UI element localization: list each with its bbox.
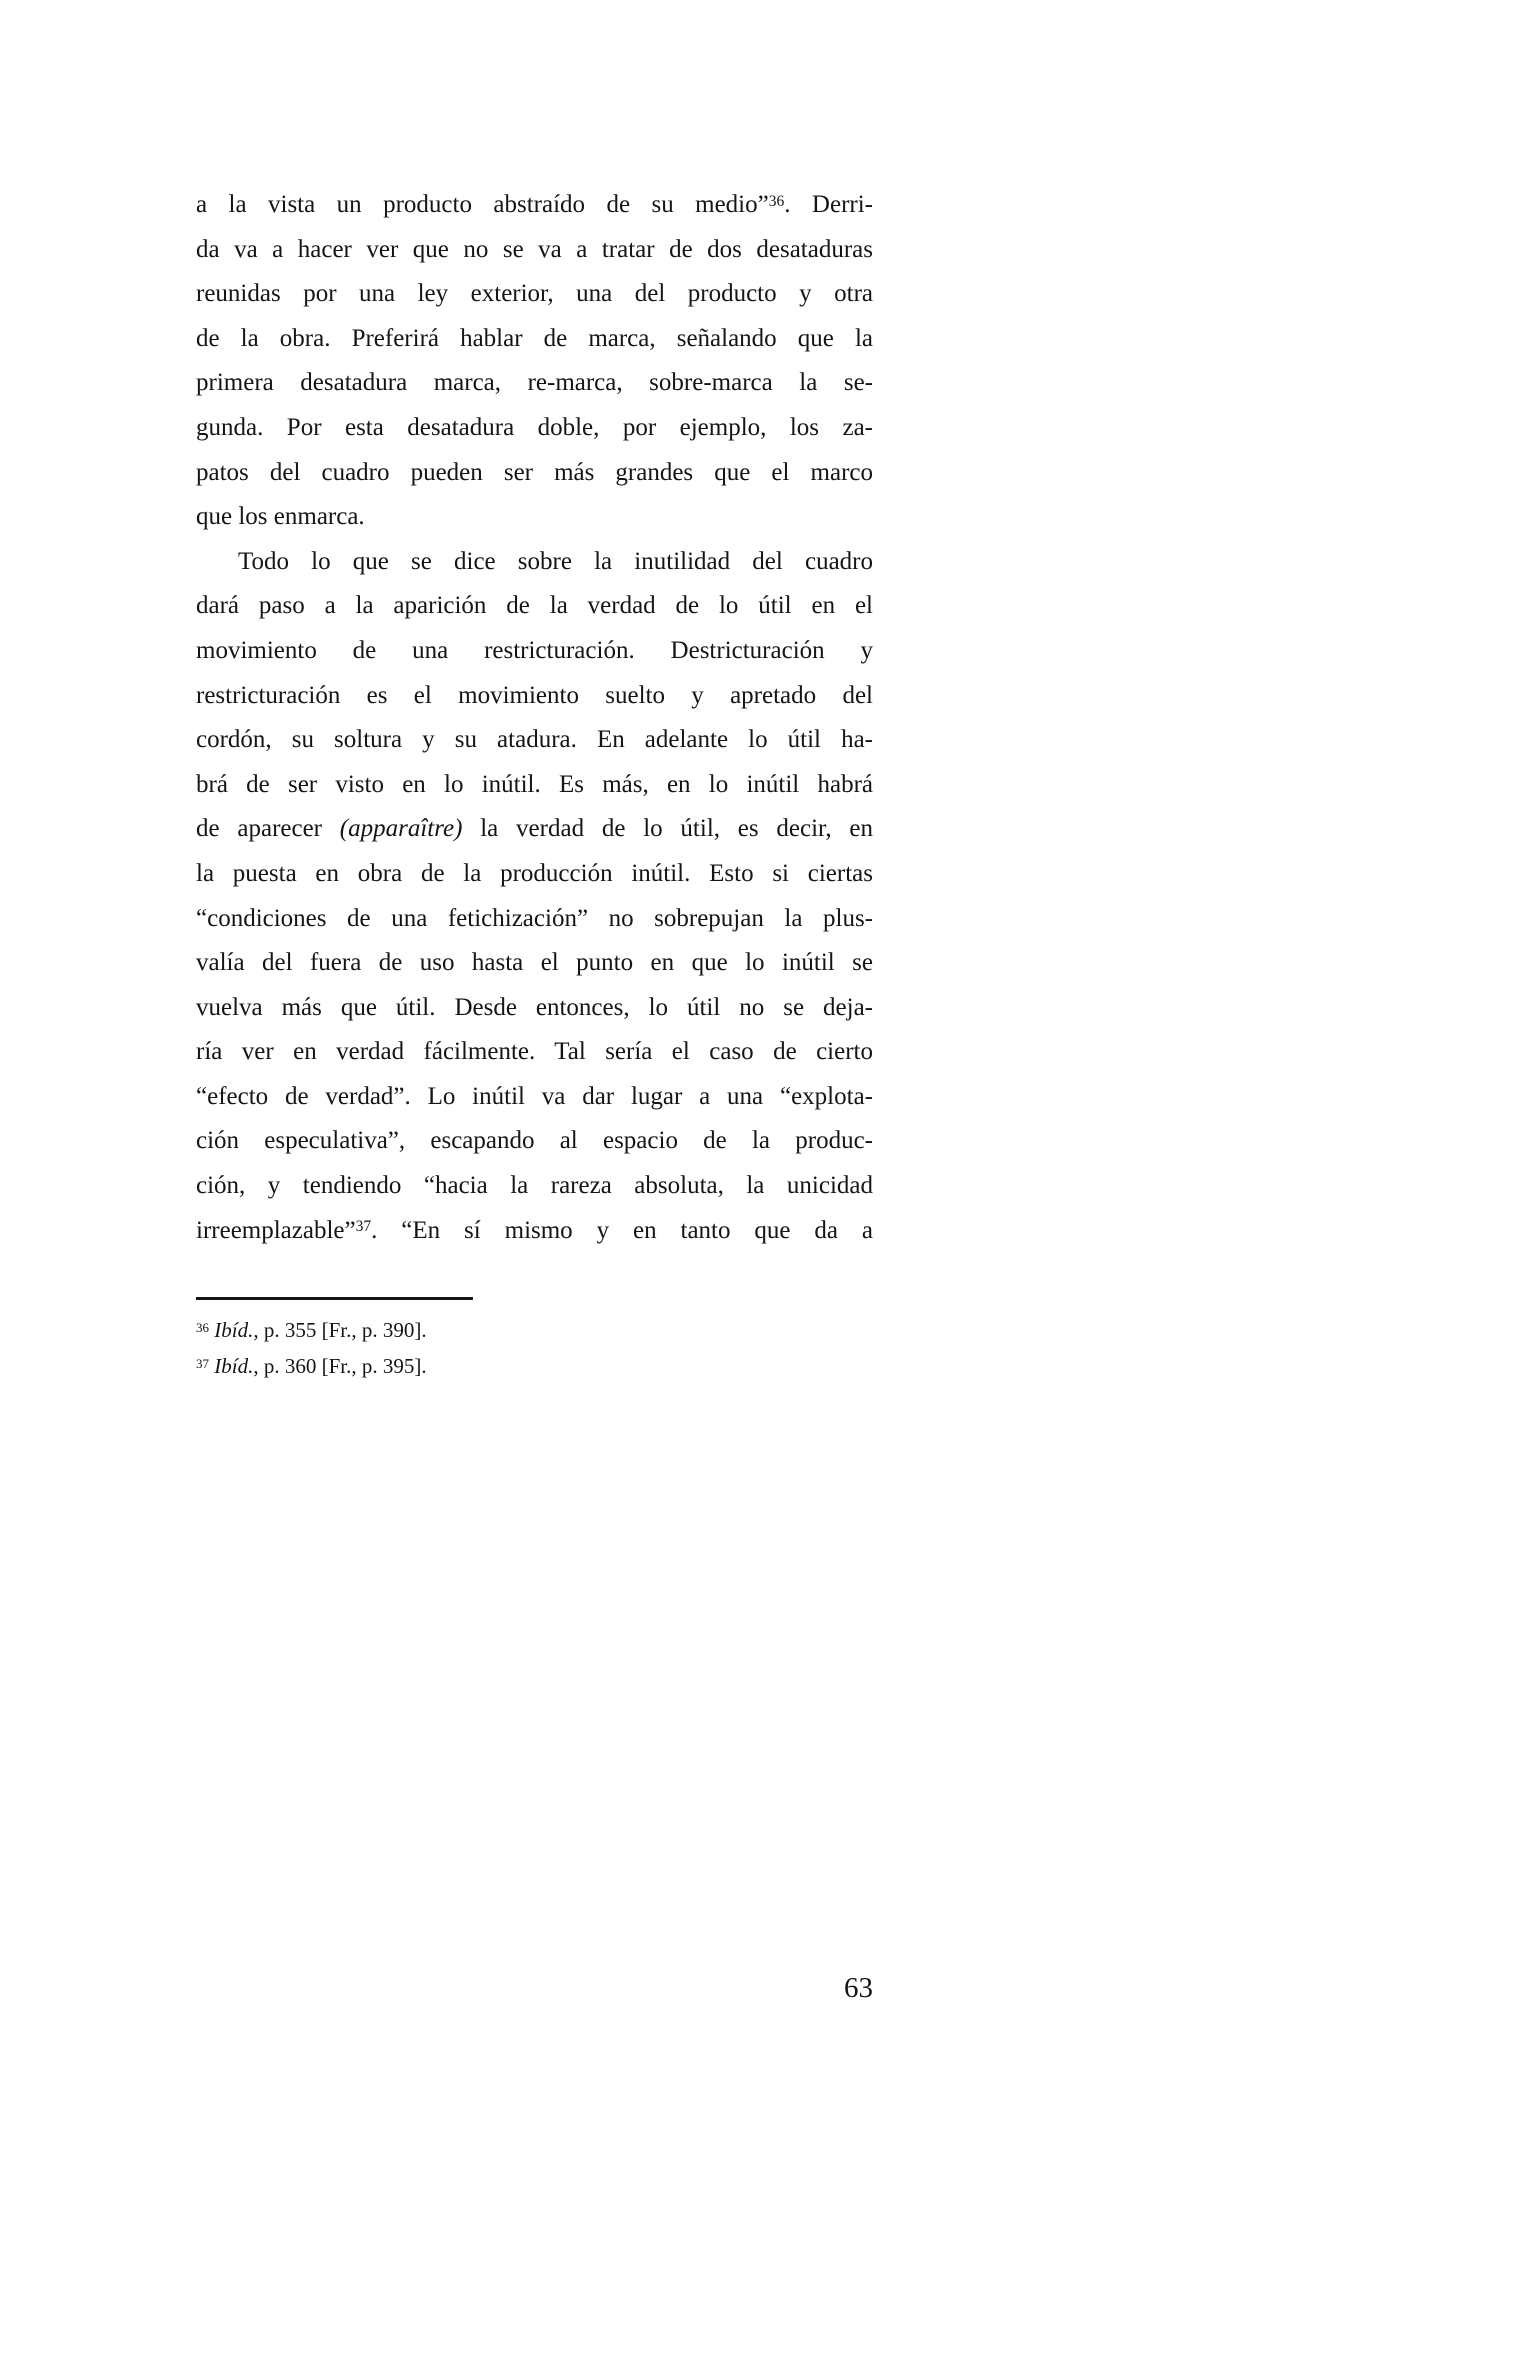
footnote-reference: 36 — [196, 1319, 210, 1335]
text-segment: de la obra. Preferirá hablar de marca, señalando que la — [196, 324, 873, 352]
text-segment: la verdad de lo útil, es decir, en — [462, 815, 873, 843]
text-line — [196, 361, 873, 406]
text-segment: cordón, su soltura y su atadura. En adelante lo útil ha- — [196, 726, 873, 754]
text-line — [196, 406, 873, 451]
text-segment: de aparecer — [196, 815, 340, 843]
text-line — [196, 1164, 873, 1209]
text-segment: valía del fuera de uso hasta el punto en que lo inútil se — [196, 949, 873, 977]
paragraph — [196, 540, 873, 1254]
text-line — [196, 228, 873, 273]
footnote-reference: 36 — [768, 192, 785, 210]
text-segment: Ibíd. — [214, 1354, 254, 1378]
text-line — [196, 183, 873, 228]
text-segment: reunidas por una ley exterior, una del producto y otra — [196, 280, 873, 308]
text-segment: la puesta en obra de la producción inútil. Esto si ciertas — [196, 859, 873, 887]
text-line — [196, 807, 873, 852]
footnote-reference: 37 — [196, 1355, 210, 1371]
body-text — [196, 183, 873, 1253]
text-line — [196, 852, 873, 897]
text-segment: dará paso a la aparición de la verdad de lo útil en el — [196, 592, 873, 620]
text-segment: que los enmarca. — [196, 503, 365, 531]
page-number: 63 — [844, 1972, 873, 2004]
text-line — [196, 941, 873, 986]
text-segment: movimiento de una restricturación. Destricturación y — [196, 636, 873, 664]
text-segment: Todo lo que se dice sobre la inutilidad del cuadro — [238, 547, 873, 575]
text-segment: da va a hacer ver que no se va a tratar de dos desataduras — [196, 235, 873, 263]
text-line — [196, 986, 873, 1031]
footnote-reference: 37 — [355, 1218, 372, 1236]
text-segment: ría ver en verdad fácilmente. Tal sería el caso de cierto — [196, 1038, 873, 1066]
text-line — [196, 629, 873, 674]
footnote — [196, 1312, 873, 1348]
text-segment: (apparaître) — [339, 815, 463, 843]
text-line — [196, 584, 873, 629]
text-segment: restricturación es el movimiento suelto y apretado del — [196, 681, 873, 709]
text-segment: a la vista un producto abstraído de su medio” — [196, 191, 769, 218]
text-line — [196, 763, 873, 808]
text-segment: vuelva más que útil. Desde entonces, lo útil no se deja- — [196, 993, 873, 1021]
text-segment: primera desatadura marca, re-marca, sobre-marca la se- — [196, 369, 873, 397]
text-line — [196, 897, 873, 942]
text-line — [196, 451, 873, 496]
text-segment: “condiciones de una fetichización” no sobrepujan la plus- — [196, 904, 873, 932]
text-segment: . Derri- — [784, 191, 873, 218]
paragraph — [196, 183, 873, 540]
text-segment: , p. 355 [Fr., p. 390]. — [253, 1318, 427, 1342]
text-line — [196, 317, 873, 362]
text-segment: gunda. Por esta desatadura doble, por ejemplo, los za- — [196, 413, 873, 441]
text-line — [196, 1030, 873, 1075]
text-line — [196, 1209, 873, 1254]
text-line — [196, 495, 873, 540]
text-segment: irreemplazable” — [196, 1216, 356, 1244]
text-segment: . “En sí mismo y en tanto que da a — [371, 1216, 873, 1244]
text-line — [196, 718, 873, 763]
text-segment: patos del cuadro pueden ser más grandes que el marco — [196, 458, 873, 486]
text-line — [196, 540, 873, 585]
footnotes — [196, 1312, 873, 1384]
footnote — [196, 1348, 873, 1384]
text-line — [196, 272, 873, 317]
footnote-separator — [196, 1297, 473, 1300]
text-segment: ción especulativa”, escapando al espacio de la produc- — [196, 1127, 873, 1155]
text-segment: “efecto de verdad”. Lo inútil va dar lugar a una “explota- — [196, 1082, 873, 1110]
text-line — [196, 1119, 873, 1164]
text-line — [196, 1075, 873, 1120]
text-segment: brá de ser visto en lo inútil. Es más, en lo inútil habrá — [196, 770, 873, 798]
text-segment: ción, y tendiendo “hacia la rareza absoluta, la unicidad — [196, 1172, 873, 1200]
text-line — [196, 674, 873, 719]
text-segment: Ibíd. — [214, 1318, 254, 1342]
text-segment: , p. 360 [Fr., p. 395]. — [253, 1354, 427, 1378]
